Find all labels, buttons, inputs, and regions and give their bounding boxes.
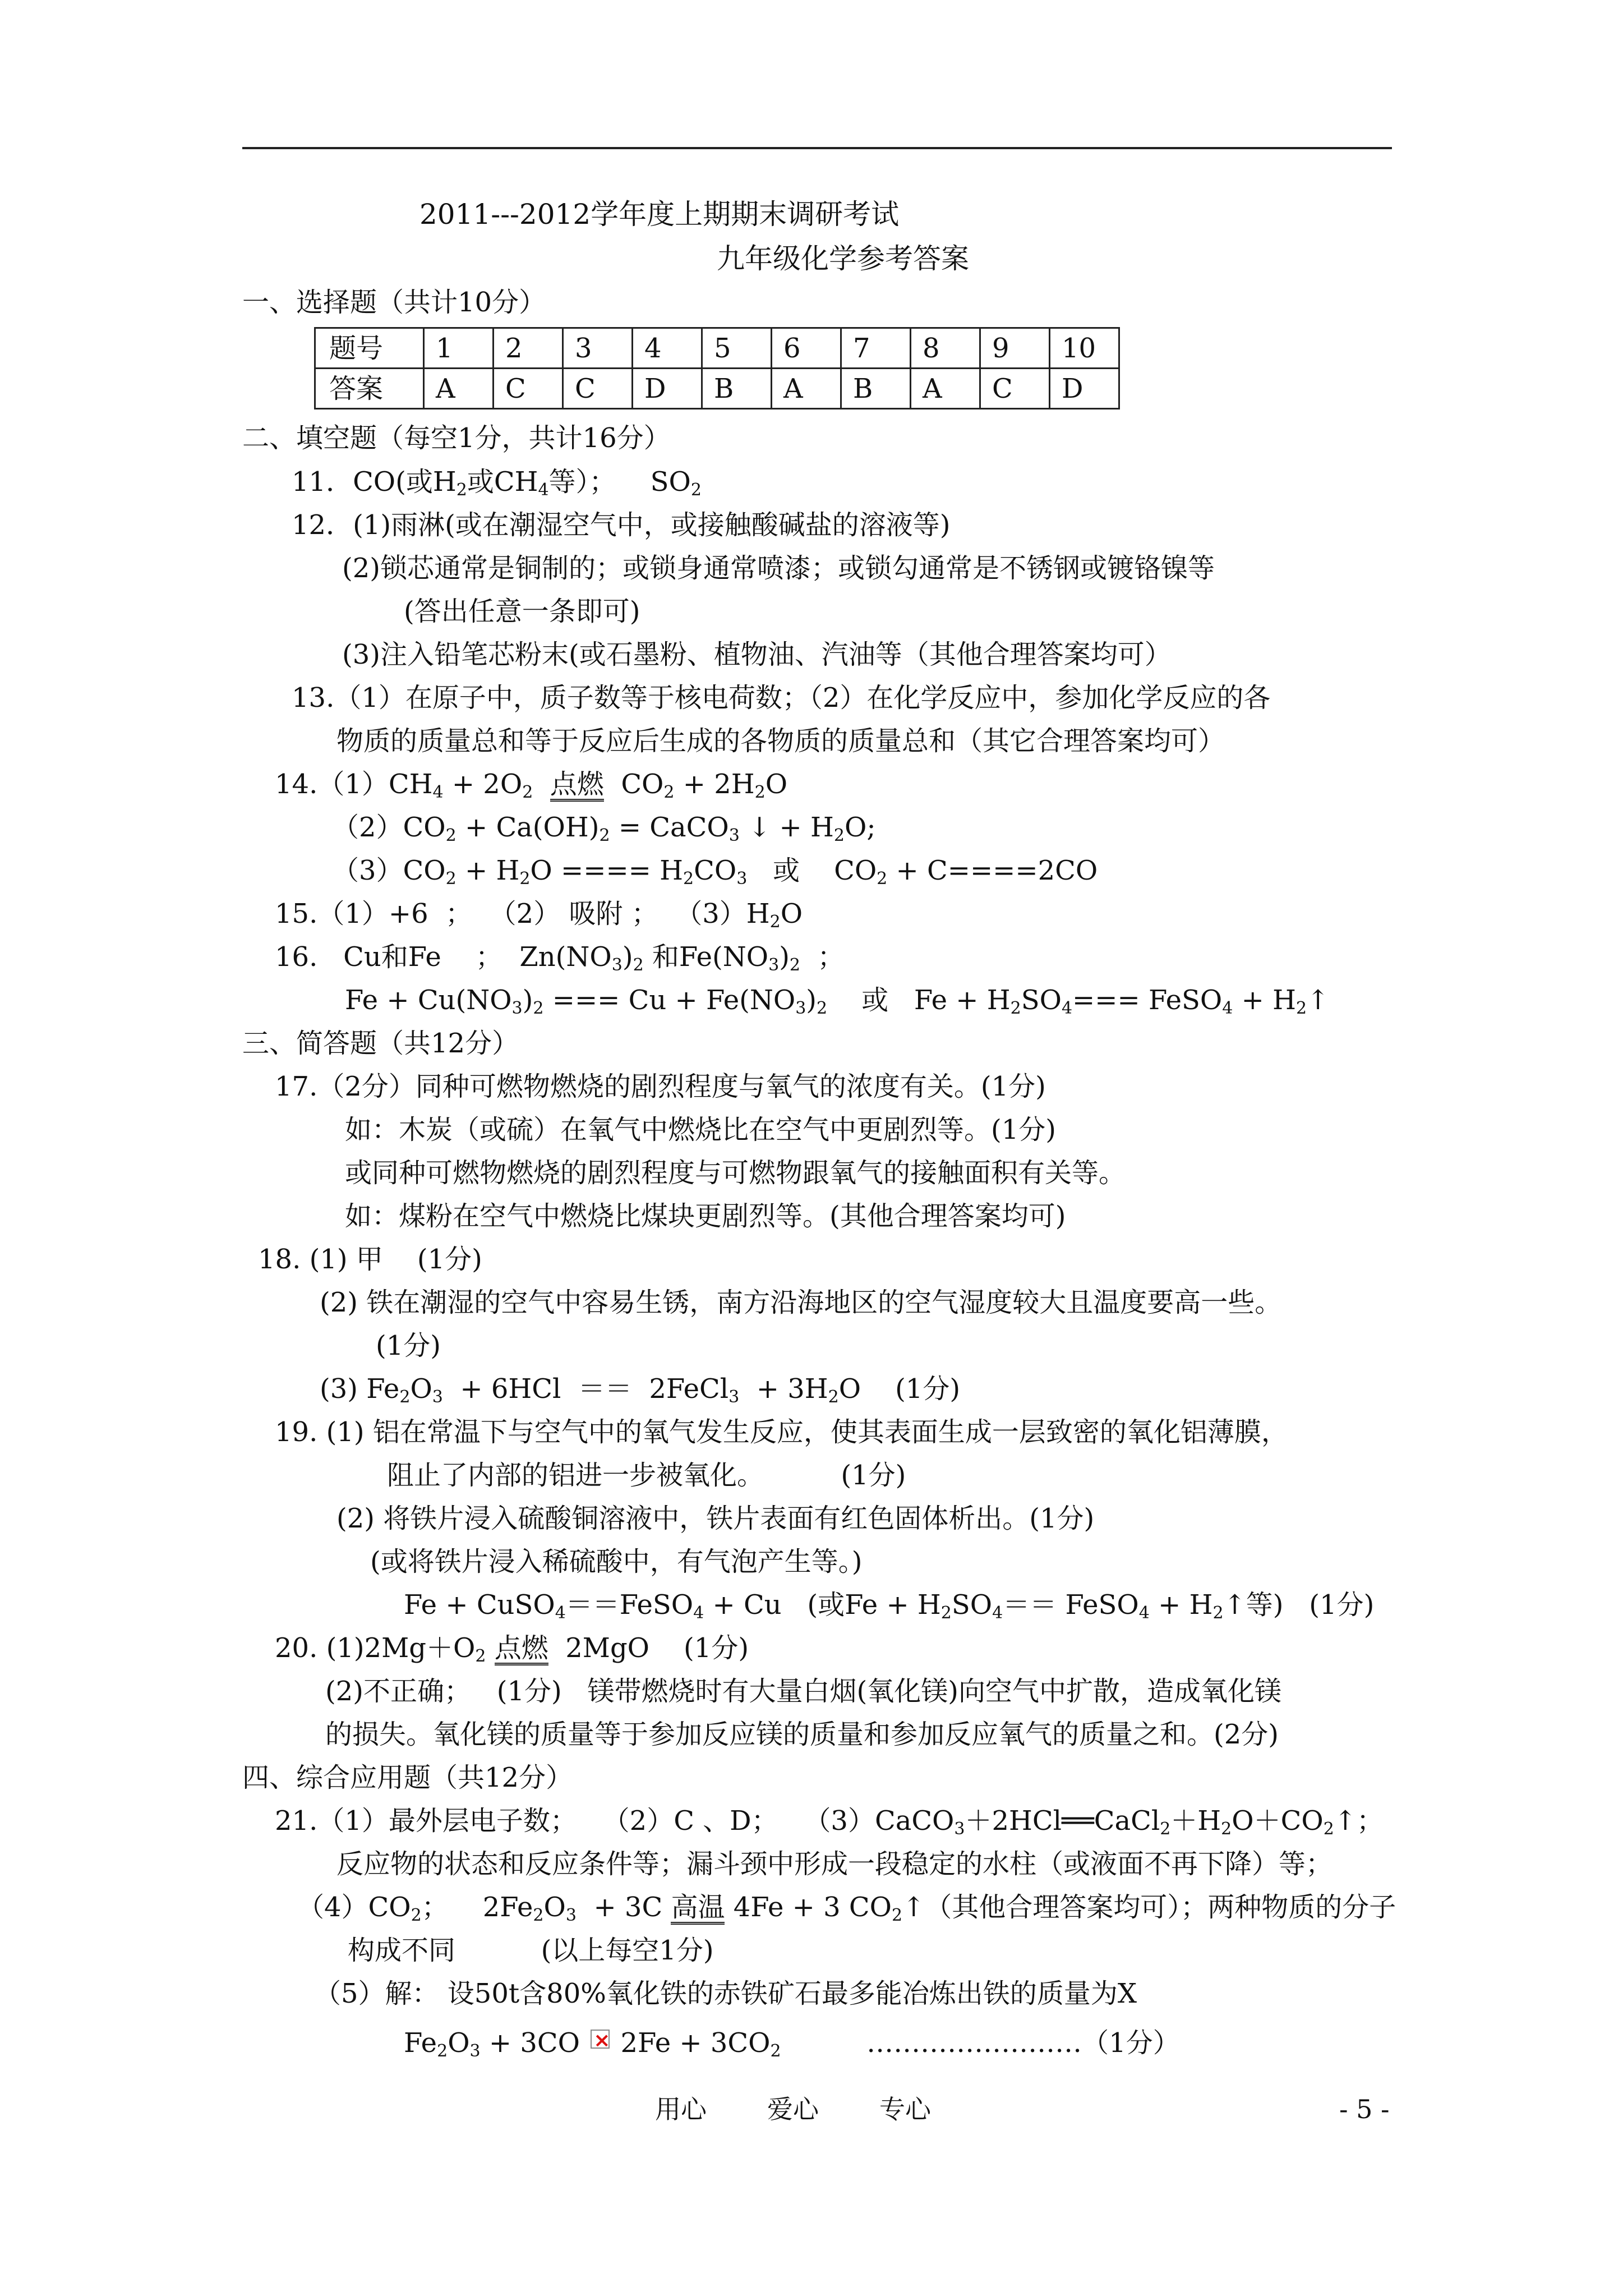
table-row-label: 答案 <box>315 369 424 409</box>
answer-17-line4: 如：煤粉在空气中燃烧比煤块更剧烈等。(其他合理答案均可) <box>345 1200 1066 1232</box>
answer-12-line2: (2)锁芯通常是铜制的；或锁身通常喷漆；或锁勾通常是不锈钢或镀铬镍等 <box>342 553 1215 584</box>
answer-16-line1: 16. Cu和Fe ； $Zn(NO_3)_2$ 和$Fe(NO_3)_2$ ； <box>275 941 845 975</box>
section-heading-short: 三、简答题（共12分） <box>242 1028 519 1059</box>
answer-21-line4: 构成不同 (以上每空1分) <box>348 1935 714 1966</box>
answer-19-line4: (或将铁片浸入稀硫酸中，有气泡产生等。) <box>370 1546 863 1577</box>
table-cell: A <box>911 369 980 409</box>
answer-12-line3: (答出任意一条即可) <box>404 596 640 627</box>
answer-21-line5: （5）解： 设50t含80%氧化铁的赤铁矿石最多能冶炼出铁的质量为X <box>314 1978 1137 2009</box>
answer-table <box>314 327 1120 409</box>
table-cell: 2 <box>494 328 563 369</box>
table-cell: C <box>494 369 563 409</box>
footer-motto-1: 用心 <box>655 2094 707 2124</box>
answer-18-line2: (2) 铁在潮湿的空气中容易生锈，南方沿海地区的空气湿度较大且温度要高一些。 <box>320 1287 1282 1318</box>
table-cell: 9 <box>980 328 1050 369</box>
exam-title: 2011---2012学年度上期期末调研考试 <box>419 198 900 231</box>
broken-image-icon <box>591 2030 610 2049</box>
answer-21-line6: $Fe_2O_3 + 3CO \times 2Fe + 3CO_2$ ……………………（1分） <box>404 2026 1180 2060</box>
answer-17-line2: 如：木炭（或硫）在氧气中燃烧比在空气中更剧烈等。(1分) <box>345 1114 1056 1145</box>
table-row-numbers <box>315 328 1119 369</box>
header-rule <box>242 147 1392 149</box>
section-heading-comprehensive: 四、综合应用题（共12分） <box>242 1762 573 1793</box>
answer-11: 11．CO(或$H_2$或$CH_4$等）； $SO_2$ <box>292 466 702 500</box>
table-cell: C <box>563 369 633 409</box>
answer-21-line3: $(4)CO_2$； $2Fe_2O_3 + 3C$ 高温 4Fe + 3 $CO_2↑$（其他合理答案均可）；两种物质的分子 <box>297 1892 1396 1925</box>
answer-21-line2: 反应物的状态和反应条件等；漏斗颈中形成一段稳定的水柱（或液面不再下降）等； <box>336 1848 1333 1880</box>
answer-13-line1: 13.（1）在原子中，质子数等于核电荷数；（2）在化学反应中，参加化学反应的各 <box>292 682 1271 714</box>
table-cell: D <box>633 369 702 409</box>
table-cell: A <box>424 369 494 409</box>
answer-13-line2: 物质的质量总和等于反应后生成的各物质的质量总和（其它合理答案均可） <box>336 725 1225 757</box>
table-cell: 7 <box>841 328 911 369</box>
answer-20-line1: 20. $(1)2Mg+O_2$ 点燃 2MgO (1分) <box>275 1632 749 1666</box>
answer-17-line3: 或同种可燃物燃烧的剧烈程度与可燃物跟氧气的接触面积有关等。 <box>345 1157 1126 1189</box>
reaction-condition: 点燃 <box>550 770 604 802</box>
table-cell: B <box>702 369 772 409</box>
answer-14-line2: $(2)CO_2 + Ca(OH)_2$ = CaCO$_3$ ↓ + $H_2O$; <box>332 812 876 845</box>
answer-17-line1: 17.（2分）同种可燃物燃烧的剧烈程度与氧气的浓度有关。(1分) <box>275 1071 1046 1102</box>
answer-18-line4: (3) $Fe_2O_3 + 6HCl$ ＝＝ 2FeCl$_3$ + $3H_2O$ (1分) <box>320 1373 961 1407</box>
answer-16-line2: $Fe + Cu(NO_3)_2$ === $Cu + Fe(NO_3)_2$ 或 $Fe + H_2SO_4===$ FeSO$_4$ + $H_2↑$ <box>345 984 1330 1018</box>
answer-12-line1: 12．(1)雨淋(或在潮湿空气中，或接触酸碱盐的溶液等) <box>292 509 951 541</box>
reaction-condition: 高温 <box>671 1893 725 1925</box>
answer-20-line2: (2)不正确； (1分) 镁带燃烧时有大量白烟(氧化镁)向空气中扩散，造成氧化镁 <box>325 1676 1281 1707</box>
table-cell: 8 <box>911 328 980 369</box>
section-heading-choice: 一、选择题（共计10分） <box>242 287 546 318</box>
section-heading-fill: 二、填空题（每空1分，共计16分） <box>242 422 671 454</box>
answer-19-line1: 19. (1) 铝在常温下与空气中的氧气发生反应，使其表面生成一层致密的氧化铝薄膜， <box>275 1416 1288 1448</box>
table-cell: A <box>772 369 841 409</box>
table-cell: 3 <box>563 328 633 369</box>
answer-19-line3: (2) 将铁片浸入硫酸铜溶液中，铁片表面有红色固体析出。(1分) <box>336 1503 1095 1534</box>
footer-motto-3: 专心 <box>879 2094 931 2124</box>
answer-19-line2: 阻止了内部的铝进一步被氧化。 (1分) <box>387 1460 906 1491</box>
table-cell: 5 <box>702 328 772 369</box>
answer-21-line1: 21.（1）最外层电子数； （2）C 、D； $(3)CaCO_3+2HCl══CaCl_2+H_2O+CO_2↑$； <box>275 1805 1384 1839</box>
table-cell: B <box>841 369 911 409</box>
footer-motto-2: 爱心 <box>767 2094 819 2124</box>
table-cell: 10 <box>1050 328 1119 369</box>
answer-18-line3: (1分) <box>376 1330 441 1361</box>
answer-14-line3: $(3)CO_2 + H_2O$ ==== $H_2CO_3$ 或 $CO_2 + C====2CO$ <box>332 855 1098 889</box>
table-cell: C <box>980 369 1050 409</box>
table-cell: D <box>1050 369 1119 409</box>
answer-19-line5: Fe + CuSO$_4$＝＝FeSO$_4$ + Cu (或$Fe + H_2SO_4==$ FeSO$_4$ + $H_2↑$等) (1分) <box>404 1589 1375 1623</box>
table-cell: 6 <box>772 328 841 369</box>
answer-15: 15.（1）+6 ； （2） 吸附 ； $(3)H_2O$ <box>275 898 803 932</box>
table-row-label: 题号 <box>315 328 424 369</box>
answer-14-line1: $14.(1)CH_4 + 2O_2$ 点燃 $CO_2 + 2H_2O$ <box>275 769 788 802</box>
answer-20-line3: 的损失。氧化镁的质量等于参加反应镁的质量和参加反应氧气的质量之和。(2分) <box>325 1719 1279 1750</box>
page-number: - 5 - <box>1339 2094 1390 2124</box>
table-cell: 4 <box>633 328 702 369</box>
answer-key-title: 九年级化学参考答案 <box>717 242 969 275</box>
answer-12-line4: (3)注入铅笔芯粉末(或石墨粉、植物油、汽油等（其他合理答案均可） <box>342 639 1172 670</box>
table-row-answers <box>315 369 1119 409</box>
answer-18-line1: 18. (1) 甲 (1分) <box>258 1244 482 1275</box>
reaction-condition: 点燃 <box>495 1634 548 1665</box>
table-cell: 1 <box>424 328 494 369</box>
